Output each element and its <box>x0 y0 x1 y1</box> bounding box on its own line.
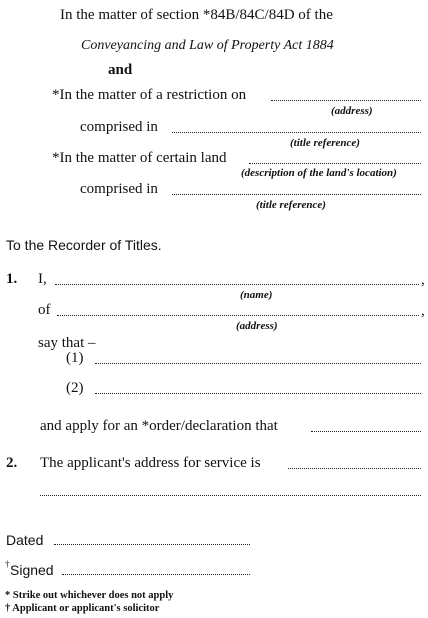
land-label: *In the matter of certain land <box>52 150 227 166</box>
header-and: and <box>108 62 133 78</box>
para2-address-line-1[interactable] <box>288 468 421 469</box>
restriction-title-caption: (title reference) <box>290 137 360 149</box>
para1-item1-line[interactable] <box>95 363 421 364</box>
para2-text: The applicant's address for service is <box>40 455 261 471</box>
para1-apply-text: and apply for an *order/declaration that <box>40 418 278 434</box>
dated-line[interactable] <box>54 544 250 545</box>
para1-say-that: say that – <box>38 335 96 351</box>
addressee: To the Recorder of Titles. <box>6 237 162 253</box>
para1-item1-label: (1) <box>66 350 84 366</box>
land-location-caption: (description of the land's location) <box>241 167 397 179</box>
para1-address-line[interactable] <box>57 315 419 316</box>
restriction-address-caption: (address) <box>331 105 373 117</box>
header-act-title: Conveyancing and Law of Property Act 1884 <box>81 38 334 53</box>
para1-address-comma: , <box>421 303 425 319</box>
restriction-label: *In the matter of a restriction on <box>52 87 247 103</box>
signed-label: Signed <box>10 562 54 578</box>
restriction-comprised-label: comprised in <box>80 119 158 135</box>
footnote-strike-out: * Strike out whichever does not apply <box>5 590 174 601</box>
land-location-line[interactable] <box>249 163 421 164</box>
land-title-caption: (title reference) <box>256 199 326 211</box>
para1-name-caption: (name) <box>240 289 273 301</box>
land-comprised-label: comprised in <box>80 181 158 197</box>
para1-i-label: I, <box>38 271 47 287</box>
para1-item2-line[interactable] <box>95 393 421 394</box>
dated-label: Dated <box>6 532 44 548</box>
para1-item2-label: (2) <box>66 380 84 396</box>
para1-name-line[interactable] <box>55 284 419 285</box>
land-title-line[interactable] <box>172 194 421 195</box>
footnote-applicant: † Applicant or applicant's solicitor <box>5 603 160 614</box>
para2-number: 2. <box>6 455 18 471</box>
para1-address-caption: (address) <box>236 320 278 332</box>
signed-dagger: † <box>5 559 10 569</box>
restriction-title-line[interactable] <box>172 132 421 133</box>
para1-apply-line[interactable] <box>311 431 421 432</box>
header-section-line: In the matter of section *84B/84C/84D of the <box>60 7 333 23</box>
para2-address-line-2[interactable] <box>40 495 421 496</box>
para1-number: 1. <box>6 271 18 287</box>
restriction-address-line[interactable] <box>271 100 421 101</box>
para1-of-label: of <box>38 302 51 318</box>
signed-line[interactable] <box>62 574 250 575</box>
para1-name-comma: , <box>421 272 425 288</box>
